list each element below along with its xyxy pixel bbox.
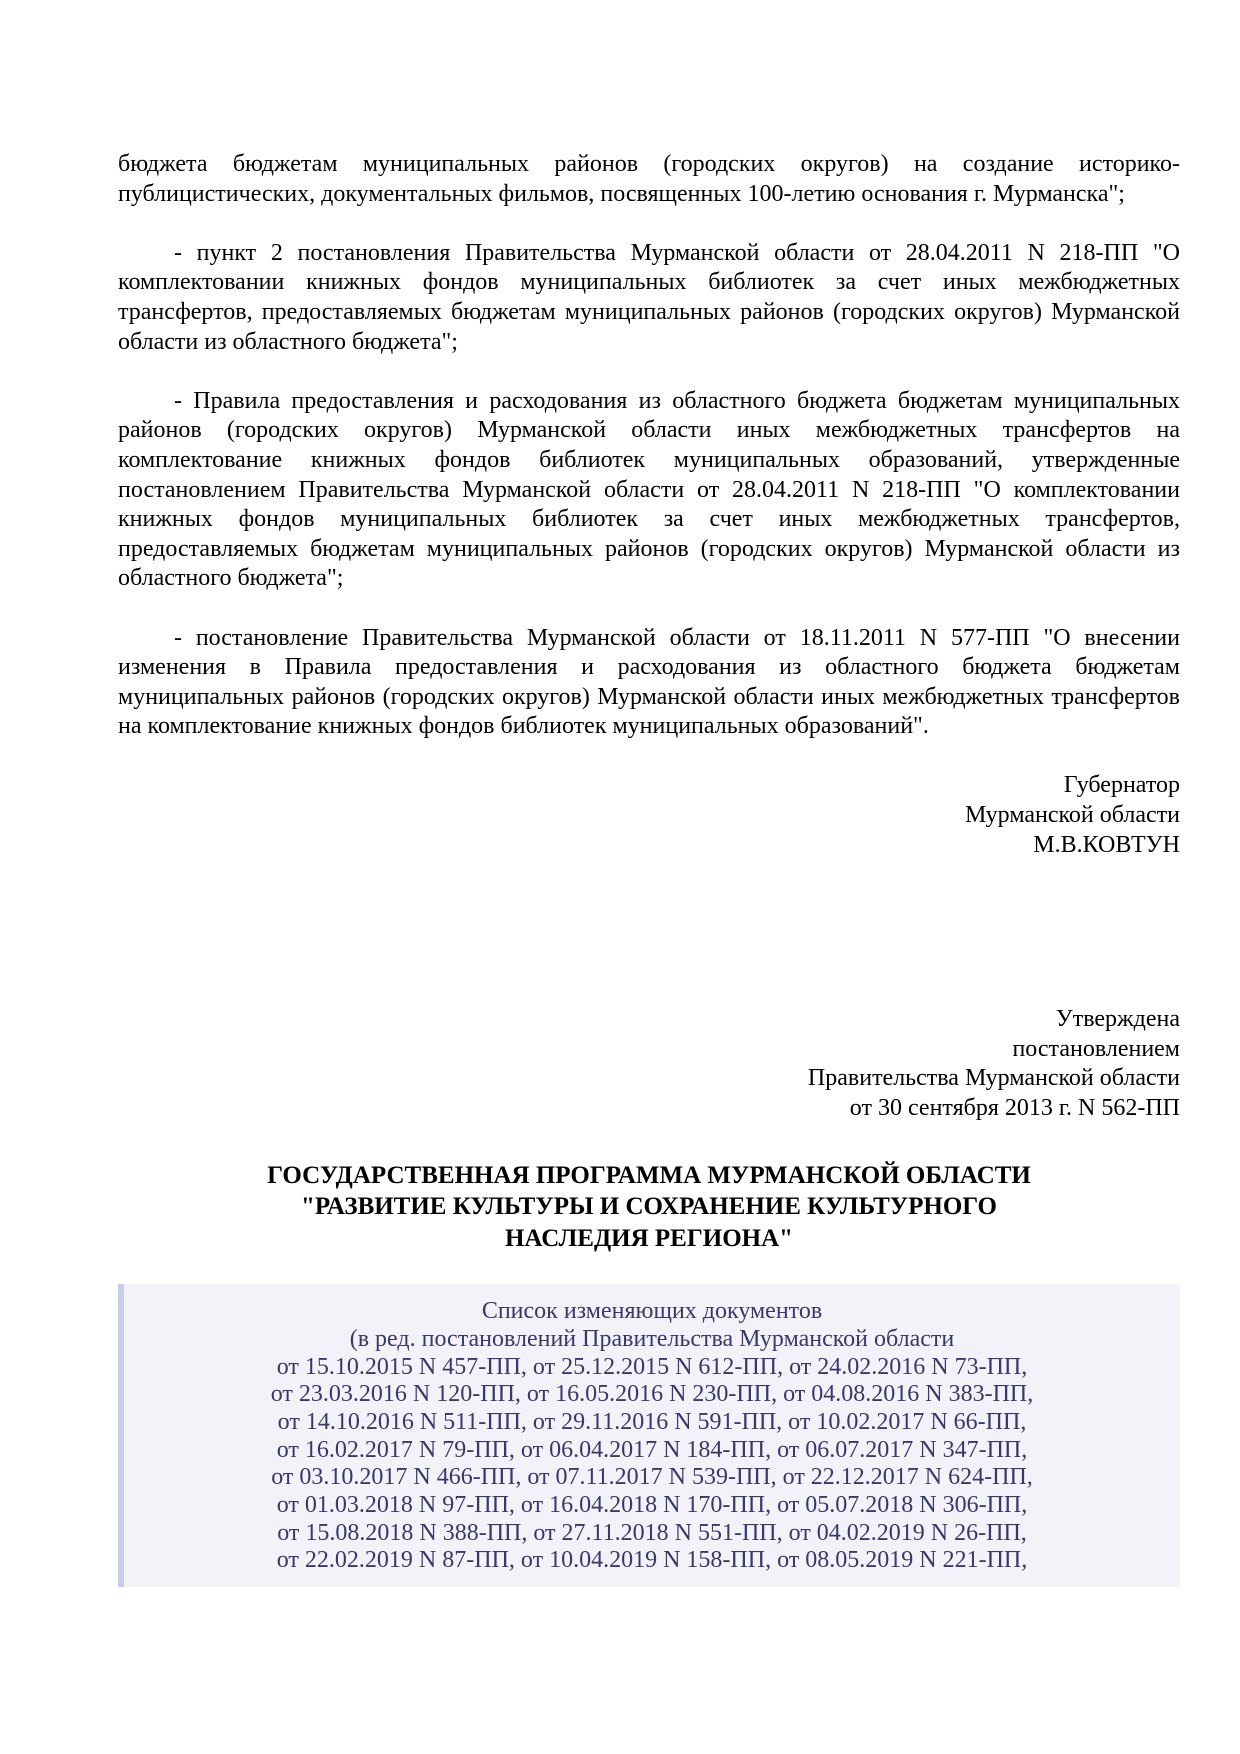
spacer xyxy=(118,860,1180,1005)
amendments-line: от 16.02.2017 N 79-ПП, от 06.04.2017 N 184-ПП, от 06.07.2017 N 347-ПП, xyxy=(276,1436,1028,1463)
amendments-line: от 15.08.2018 N 388-ПП, от 27.11.2018 N 551-ПП, от 04.02.2019 N 26-ПП, xyxy=(277,1519,1027,1546)
amendments-line: от 15.10.2015 N 457-ПП, от 25.12.2015 N 612-ПП, от 24.02.2016 N 73-ПП, xyxy=(276,1353,1028,1380)
spacer xyxy=(118,357,1180,387)
amendments-intro: (в ред. постановлений Правительства Мурманской области xyxy=(349,1325,955,1352)
title-line-3: НАСЛЕДИЯ РЕГИОНА" xyxy=(504,1224,794,1252)
amendments-line: от 01.03.2018 N 97-ПП, от 16.04.2018 N 170-ПП, от 05.07.2018 N 306-ПП, xyxy=(276,1492,1028,1519)
approval-line-3: Правительства Мурманской области xyxy=(807,1065,1180,1092)
approval-line-2: постановлением xyxy=(1012,1035,1180,1062)
paragraph-item-1: - пункт 2 постановления Правительства Мурманской области от 28.04.2011 N 218-ПП "О комплектовании книжных фондов муниципальных библиотек за счет иных межбюджетных трансфертов, предоставляемых бюджетам муниципальных районов (городских округов) Мурманской области из областного бюджета"; xyxy=(118,239,1180,355)
signature-region: Мурманской области xyxy=(964,802,1180,829)
program-title xyxy=(118,1160,1180,1255)
approval-line-1: Утверждена xyxy=(1055,1006,1180,1033)
title-line-1: ГОСУДАРСТВЕННАЯ ПРОГРАММА МУРМАНСКОЙ ОБЛАСТИ xyxy=(267,1161,1031,1189)
paragraph-item-2: - Правила предоставления и расходования из областного бюджета бюджетам муниципальных районов (городских округов) Мурманской области иных межбюджетных трансфертов на комплектование книжных фондов библиотек муниципальных образований, утвержденные постановлением Правительства Мурманской области от 28.04.2011 N 218-ПП "О комплектовании книжных фондов муниципальных библиотек за счет иных межбюджетных трансфертов, предоставляемых бюджетам муниципальных районов (городских округов) Мурманской области из областного бюджета"; xyxy=(118,387,1180,592)
amendments-line: от 23.03.2016 N 120-ПП, от 16.05.2016 N 230-ПП, от 04.08.2016 N 383-ПП, xyxy=(270,1381,1034,1408)
signature-position: Губернатор xyxy=(1063,772,1180,799)
spacer xyxy=(118,209,1180,239)
signature-block xyxy=(118,771,1180,860)
amendments-box xyxy=(118,1284,1180,1587)
spacer xyxy=(118,742,1180,772)
paragraph-continuation: бюджета бюджетам муниципальных районов (городских округов) на создание историко-публицистических, документальных фильмов, посвященных 100-летию основания г. Мурманска"; xyxy=(118,151,1180,207)
amendments-line: от 03.10.2017 N 466-ПП, от 07.11.2017 N 539-ПП, от 22.12.2017 N 624-ПП, xyxy=(271,1464,1033,1491)
document-page xyxy=(118,150,1180,1587)
signature-name: М.В.КОВТУН xyxy=(1033,831,1180,858)
amendments-line: от 22.02.2019 N 87-ПП, от 10.04.2019 N 158-ПП, от 08.05.2019 N 221-ПП, xyxy=(276,1547,1028,1574)
amendments-heading: Список изменяющих документов xyxy=(481,1298,823,1325)
title-line-2: "РАЗВИТИЕ КУЛЬТУРЫ И СОХРАНЕНИЕ КУЛЬТУРНОГО xyxy=(300,1193,998,1221)
spacer xyxy=(118,594,1180,624)
paragraph-item-3: - постановление Правительства Мурманской области от 18.11.2011 N 577-ПП "О внесении изменения в Правила предоставления и расходования из областного бюджета бюджетам муниципальных районов (городских округов) Мурманской области иных межбюджетных трансфертов на комплектование книжных фондов библиотек муниципальных образований". xyxy=(118,624,1180,740)
amendments-line: от 14.10.2016 N 511-ПП, от 29.11.2016 N 591-ПП, от 10.02.2017 N 66-ПП, xyxy=(277,1408,1027,1435)
approval-line-4: от 30 сентября 2013 г. N 562-ПП xyxy=(849,1095,1180,1122)
approval-block xyxy=(118,1005,1180,1123)
